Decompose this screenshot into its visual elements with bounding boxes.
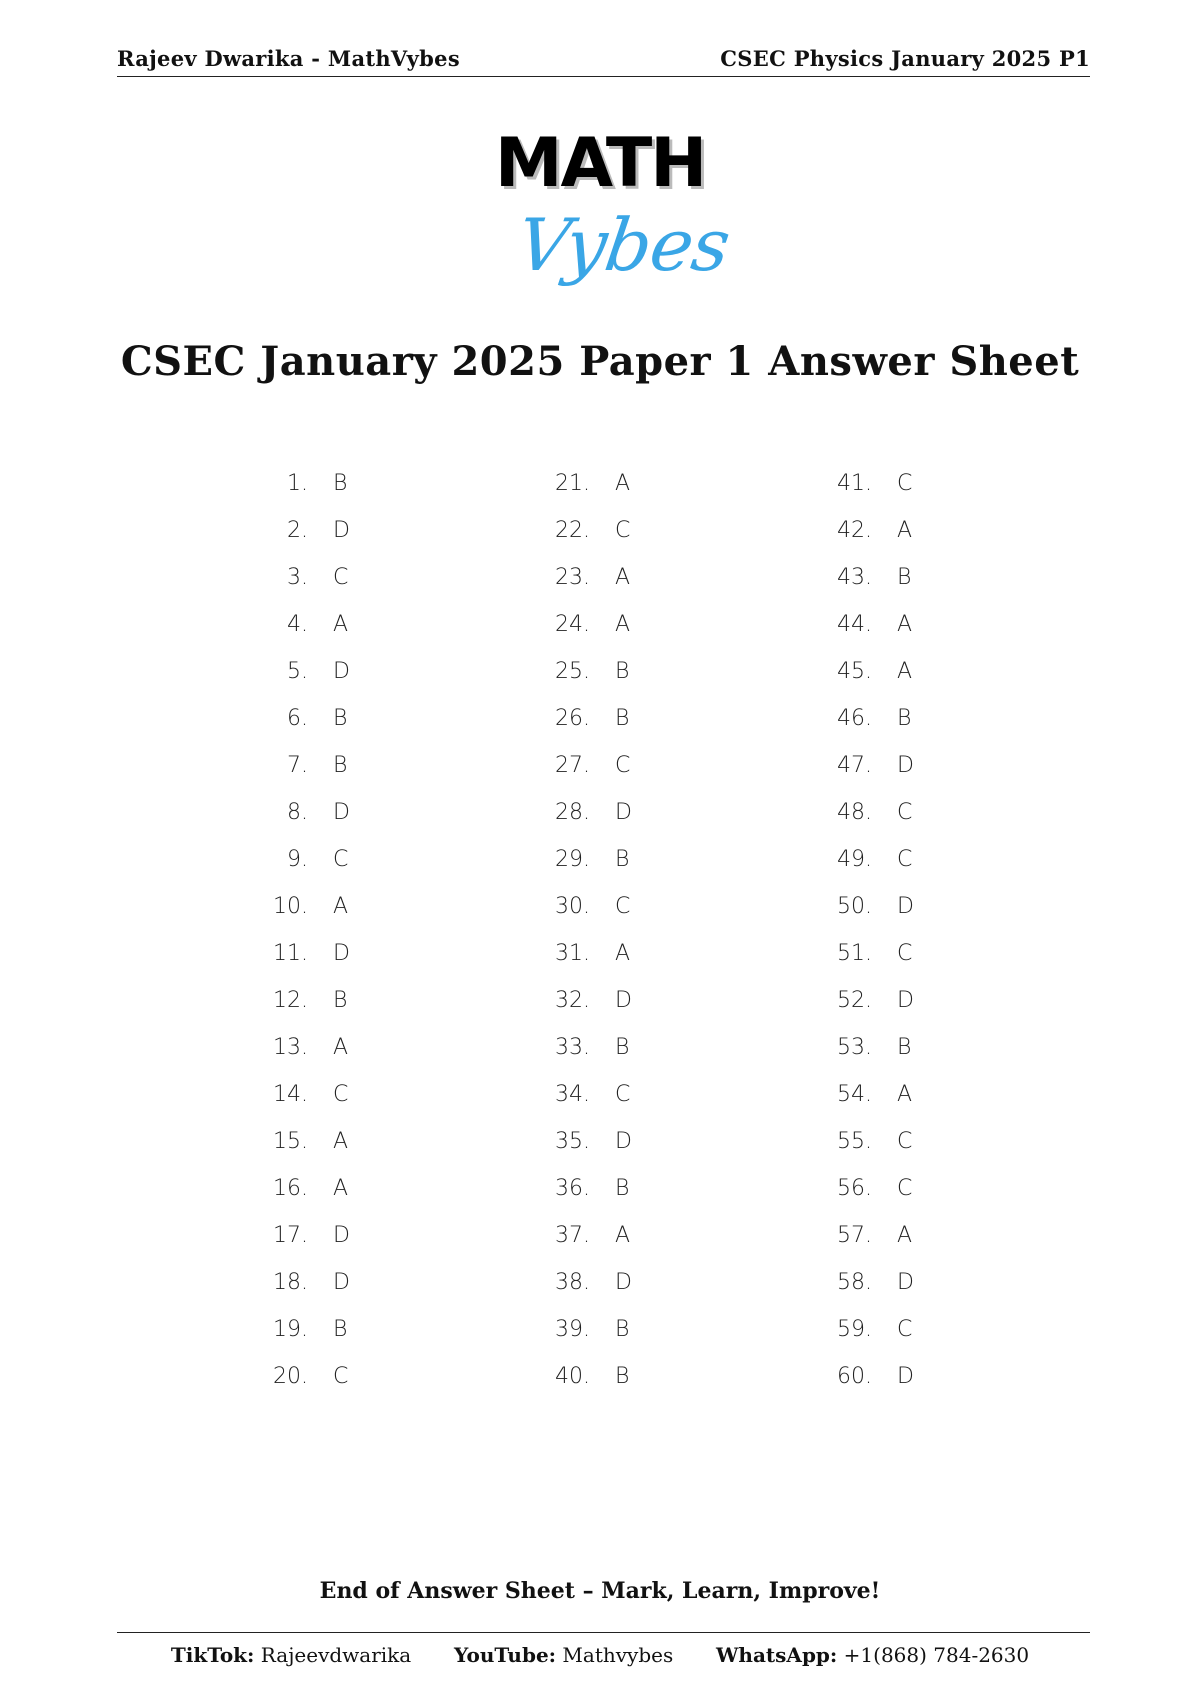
answer-row	[248, 554, 350, 601]
answer-letter: D	[333, 1223, 350, 1248]
answer-letter: C	[615, 753, 631, 778]
answer-row	[248, 836, 350, 883]
question-number: 28.	[555, 800, 590, 825]
question-number: 49.	[837, 847, 872, 872]
question-number: 20.	[273, 1364, 308, 1389]
answer-row	[530, 554, 632, 601]
answer-letter: A	[333, 612, 349, 637]
question-number: 37.	[555, 1223, 590, 1248]
answer-letter: D	[897, 1270, 914, 1295]
whatsapp-number: +1(868) 784-2630	[843, 1643, 1030, 1667]
answer-row	[812, 1306, 914, 1353]
answer-letter: B	[615, 847, 630, 872]
answer-letter: A	[615, 941, 631, 966]
question-number: 39.	[555, 1317, 590, 1342]
answer-row	[812, 507, 914, 554]
answer-letter: D	[615, 1129, 632, 1154]
answer-row	[530, 883, 632, 930]
answer-column-3	[812, 460, 914, 1400]
answer-letter: B	[333, 1317, 348, 1342]
answer-letter: A	[897, 518, 913, 543]
answer-row	[530, 1118, 632, 1165]
question-number: 22.	[555, 518, 590, 543]
answer-row	[812, 1212, 914, 1259]
header-author: Rajeev Dwarika - MathVybes	[117, 46, 460, 71]
logo-math-text: MATH	[494, 124, 706, 203]
question-number: 24.	[555, 612, 590, 637]
answer-row	[530, 1071, 632, 1118]
question-number: 1.	[287, 471, 308, 496]
answer-letter: C	[897, 1317, 913, 1342]
answer-letter: B	[615, 659, 630, 684]
question-number: 56.	[837, 1176, 872, 1201]
answer-letter: A	[897, 1082, 913, 1107]
answer-column-1	[248, 460, 350, 1400]
question-number: 33.	[555, 1035, 590, 1060]
question-number: 4.	[287, 612, 308, 637]
question-number: 59.	[837, 1317, 872, 1342]
answer-row	[530, 742, 632, 789]
answer-row	[812, 648, 914, 695]
question-number: 17.	[273, 1223, 308, 1248]
answer-letter: C	[897, 1129, 913, 1154]
answer-row	[530, 460, 632, 507]
answer-letter: C	[897, 800, 913, 825]
answer-letter: A	[615, 612, 631, 637]
header-subject: CSEC Physics January 2025 P1	[720, 46, 1090, 71]
answer-letter: C	[897, 1176, 913, 1201]
answer-row	[248, 507, 350, 554]
answer-row	[812, 1024, 914, 1071]
question-number: 40.	[555, 1364, 590, 1389]
answer-letter: C	[615, 518, 631, 543]
question-number: 50.	[837, 894, 872, 919]
answer-letter: D	[615, 800, 632, 825]
answer-letter: B	[897, 1035, 912, 1060]
answer-letter: D	[615, 988, 632, 1013]
question-number: 13.	[273, 1035, 308, 1060]
answer-letter: A	[615, 471, 631, 496]
answer-letter: A	[615, 565, 631, 590]
answer-letter: B	[615, 1035, 630, 1060]
question-number: 21.	[555, 471, 590, 496]
answer-letter: C	[897, 941, 913, 966]
answer-row	[248, 742, 350, 789]
answer-letter: B	[615, 706, 630, 731]
question-number: 25.	[555, 659, 590, 684]
answer-letter: C	[615, 1082, 631, 1107]
answer-row	[530, 648, 632, 695]
answer-letter: D	[897, 753, 914, 778]
answer-letter: D	[897, 988, 914, 1013]
answer-letter: C	[333, 1082, 349, 1107]
question-number: 55.	[837, 1129, 872, 1154]
question-number: 60.	[837, 1364, 872, 1389]
answer-letter: A	[333, 1035, 349, 1060]
question-number: 18.	[273, 1270, 308, 1295]
tiktok-handle: Rajeevdwarika	[260, 1643, 412, 1667]
answer-row	[812, 977, 914, 1024]
answer-letter: B	[615, 1364, 630, 1389]
question-number: 41.	[837, 471, 872, 496]
question-number: 43.	[837, 565, 872, 590]
question-number: 27.	[555, 753, 590, 778]
question-number: 38.	[555, 1270, 590, 1295]
answer-row	[248, 1212, 350, 1259]
question-number: 52.	[837, 988, 872, 1013]
question-number: 57.	[837, 1223, 872, 1248]
question-number: 10.	[273, 894, 308, 919]
youtube-label: YouTube:	[453, 1643, 557, 1667]
answer-row	[248, 1024, 350, 1071]
question-number: 53.	[837, 1035, 872, 1060]
answer-letter: A	[897, 612, 913, 637]
answer-row	[248, 695, 350, 742]
question-number: 31.	[555, 941, 590, 966]
answer-row	[248, 1259, 350, 1306]
footer-contacts	[0, 1643, 1200, 1667]
question-number: 11.	[273, 941, 308, 966]
question-number: 6.	[287, 706, 308, 731]
answer-row	[248, 1165, 350, 1212]
answer-row	[248, 1071, 350, 1118]
answer-row	[530, 507, 632, 554]
answer-letter: A	[333, 894, 349, 919]
question-number: 48.	[837, 800, 872, 825]
answer-row	[248, 1118, 350, 1165]
question-number: 35.	[555, 1129, 590, 1154]
logo-vybes-text: Vybes	[512, 203, 735, 287]
question-number: 5.	[287, 659, 308, 684]
answer-letter: A	[333, 1129, 349, 1154]
question-number: 44.	[837, 612, 872, 637]
answer-letter: D	[333, 659, 350, 684]
question-number: 14.	[273, 1082, 308, 1107]
answer-row	[530, 1165, 632, 1212]
question-number: 7.	[287, 753, 308, 778]
question-number: 29.	[555, 847, 590, 872]
question-number: 19.	[273, 1317, 308, 1342]
question-number: 23.	[555, 565, 590, 590]
answer-letter: D	[333, 941, 350, 966]
answer-row	[248, 883, 350, 930]
answer-letter: B	[897, 565, 912, 590]
answer-row	[812, 1118, 914, 1165]
question-number: 32.	[555, 988, 590, 1013]
answer-letter: C	[615, 894, 631, 919]
question-number: 16.	[273, 1176, 308, 1201]
question-number: 30.	[555, 894, 590, 919]
answer-row	[530, 1024, 632, 1071]
answer-row	[812, 1353, 914, 1400]
answer-row	[812, 883, 914, 930]
question-number: 2.	[287, 518, 308, 543]
answer-letter: B	[615, 1317, 630, 1342]
mathvybes-logo	[490, 124, 735, 298]
answer-letter: D	[615, 1270, 632, 1295]
question-number: 15.	[273, 1129, 308, 1154]
youtube-handle: Mathvybes	[562, 1643, 674, 1667]
answer-letter: C	[333, 847, 349, 872]
answer-row	[812, 695, 914, 742]
answer-row	[530, 1212, 632, 1259]
answer-row	[812, 1071, 914, 1118]
footer-message: End of Answer Sheet – Mark, Learn, Improve!	[319, 1578, 881, 1604]
question-number: 3.	[287, 565, 308, 590]
answer-letter: A	[615, 1223, 631, 1248]
page-title: CSEC January 2025 Paper 1 Answer Sheet	[120, 338, 1080, 385]
answer-row	[530, 1259, 632, 1306]
answer-row	[248, 977, 350, 1024]
answer-row	[530, 1306, 632, 1353]
question-number: 51.	[837, 941, 872, 966]
answer-letter: D	[897, 1364, 914, 1389]
answer-row	[248, 1353, 350, 1400]
answer-row	[530, 836, 632, 883]
answer-row	[812, 1259, 914, 1306]
answer-row	[812, 460, 914, 507]
answer-letter: D	[333, 518, 350, 543]
answer-row	[530, 1353, 632, 1400]
answer-row	[248, 460, 350, 507]
answer-letter: B	[615, 1176, 630, 1201]
question-number: 12.	[273, 988, 308, 1013]
question-number: 47.	[837, 753, 872, 778]
answer-row	[248, 1306, 350, 1353]
answer-row	[812, 742, 914, 789]
answer-row	[812, 930, 914, 977]
answer-letter: B	[333, 988, 348, 1013]
answer-row	[248, 930, 350, 977]
question-number: 45.	[837, 659, 872, 684]
question-number: 8.	[287, 800, 308, 825]
question-number: 36.	[555, 1176, 590, 1201]
answer-letter: C	[333, 1364, 349, 1389]
answer-letter: B	[333, 706, 348, 731]
answer-row	[812, 554, 914, 601]
question-number: 34.	[555, 1082, 590, 1107]
answer-column-2	[530, 460, 632, 1400]
answer-letter: A	[333, 1176, 349, 1201]
answer-letter: D	[897, 894, 914, 919]
answer-row	[530, 695, 632, 742]
question-number: 42.	[837, 518, 872, 543]
answer-row	[812, 1165, 914, 1212]
answer-letter: B	[897, 706, 912, 731]
tiktok-label: TikTok:	[170, 1643, 255, 1667]
answer-row	[812, 789, 914, 836]
page-header	[117, 46, 1090, 77]
question-number: 9.	[287, 847, 308, 872]
answer-row	[248, 789, 350, 836]
answer-letter: D	[333, 800, 350, 825]
answer-row	[812, 836, 914, 883]
answer-letter: B	[333, 753, 348, 778]
answer-letter: A	[897, 1223, 913, 1248]
answer-letter: B	[333, 471, 348, 496]
answer-letter: C	[333, 565, 349, 590]
answer-row	[812, 601, 914, 648]
question-number: 46.	[837, 706, 872, 731]
whatsapp-label: WhatsApp:	[715, 1643, 838, 1667]
question-number: 58.	[837, 1270, 872, 1295]
answer-letter: C	[897, 471, 913, 496]
question-number: 26.	[555, 706, 590, 731]
answer-row	[530, 601, 632, 648]
question-number: 54.	[837, 1082, 872, 1107]
answer-row	[248, 601, 350, 648]
footer-divider	[117, 1632, 1090, 1633]
answer-row	[530, 930, 632, 977]
answer-row	[248, 648, 350, 695]
answer-letter: C	[897, 847, 913, 872]
answer-row	[530, 789, 632, 836]
answer-letter: D	[333, 1270, 350, 1295]
answer-row	[530, 977, 632, 1024]
answer-letter: A	[897, 659, 913, 684]
